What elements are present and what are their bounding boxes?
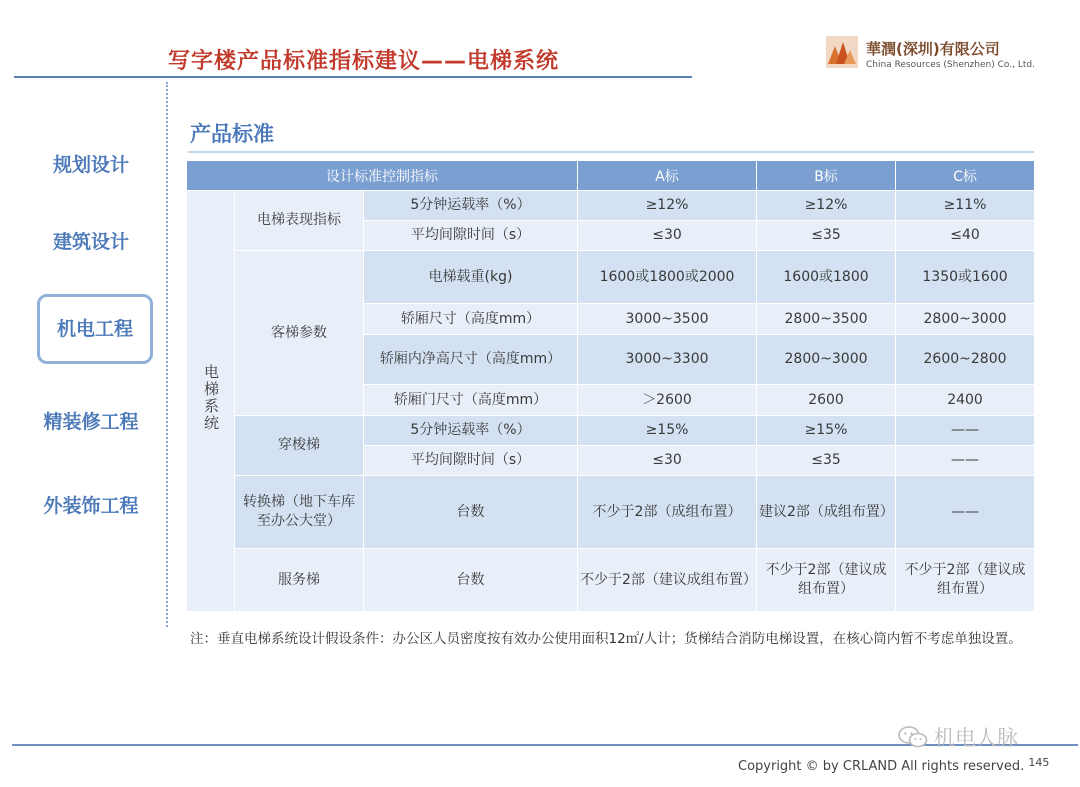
table-row [187,476,1035,549]
grade-b-cell: ≤35 [757,446,896,476]
item-cell: 轿厢尺寸（高度mm） [364,304,578,335]
sidebar-item-mep[interactable]: 机电工程 [37,294,153,364]
table-row [187,549,1035,612]
grade-c-cell: 2800~3000 [896,304,1035,335]
title-divider [14,76,692,78]
logo-company-name-en: China Resources (Shenzhen) Co., Ltd. [866,60,1035,70]
grade-a-cell: ＞2600 [578,385,757,416]
grade-a-cell: 1600或1800或2000 [578,251,757,304]
item-cell: 平均间隙时间（s） [364,221,578,251]
group-label: 穿梭梯 [235,416,364,476]
header-grade-c: C标 [896,161,1035,191]
item-cell: 平均间隙时间（s） [364,446,578,476]
group-label: 转换梯（地下车库至办公大堂） [235,476,364,549]
grade-a-cell: ≥15% [578,416,757,446]
item-cell: 台数 [364,549,578,612]
watermark-text: 机电人脉 [934,726,1018,750]
section-divider [188,151,1034,153]
company-logo [826,34,1040,78]
item-cell: 5分钟运载率（%） [364,416,578,446]
grade-b-cell: ≥12% [757,191,896,221]
grade-b-cell: 不少于2部（建议成组布置） [757,549,896,612]
grade-a-cell: 不少于2部（成组布置） [578,476,757,549]
grade-a-cell: 3000~3500 [578,304,757,335]
copyright [738,756,1049,774]
system-label: 电梯系统 [202,364,220,432]
grade-c-cell: 2600~2800 [896,335,1035,385]
item-cell: 5分钟运载率（%） [364,191,578,221]
item-cell: 电梯载重(kg) [364,251,578,304]
table-header-row [187,161,1035,191]
grade-b-cell: 2800~3500 [757,304,896,335]
grade-b-cell: ≤35 [757,221,896,251]
cr-logo-icon [826,36,858,68]
table-row [187,191,1035,221]
grade-c-cell: 1350或1600 [896,251,1035,304]
table-row [187,251,1035,304]
grade-c-cell: —— [896,416,1035,446]
grade-b-cell: 2800~3000 [757,335,896,385]
grade-c-cell: 不少于2部（建议成组布置） [896,549,1035,612]
item-cell: 台数 [364,476,578,549]
grade-c-cell: —— [896,476,1035,549]
header-indicator: 设计标准控制指标 [187,161,578,191]
footnote: 注：垂直电梯系统设计假设条件：办公区人员密度按有效办公使用面积12㎡/人计；货梯结合消防电梯设置，在核心筒内暂不考虑单独设置。 [190,631,1022,647]
grade-a-cell: ≥12% [578,191,757,221]
logo-company-name-cn: 華潤(深圳)有限公司 [866,40,1000,58]
page-number: 145 [1028,756,1050,769]
grade-a-cell: 3000~3300 [578,335,757,385]
item-cell: 轿厢门尺寸（高度mm） [364,385,578,416]
grade-c-cell: —— [896,446,1035,476]
sidebar-divider [166,82,168,627]
grade-b-cell: 1600或1800 [757,251,896,304]
grade-c-cell: ≥11% [896,191,1035,221]
grade-b-cell: 2600 [757,385,896,416]
system-label-cell [187,191,235,612]
table-row [187,416,1035,446]
grade-c-cell: 2400 [896,385,1035,416]
group-label: 电梯表现指标 [235,191,364,251]
sidebar-item-planning[interactable]: 规划设计 [52,154,129,176]
watermark [898,722,1018,752]
grade-b-cell: 建议2部（成组布置） [757,476,896,549]
grade-a-cell: ≤30 [578,221,757,251]
item-cell: 轿厢内净高尺寸（高度mm） [364,335,578,385]
wechat-icon [898,726,928,748]
grade-c-cell: ≤40 [896,221,1035,251]
sidebar-item-facade[interactable]: 外装饰工程 [43,495,139,517]
grade-b-cell: ≥15% [757,416,896,446]
header-grade-b: B标 [757,161,896,191]
header-grade-a: A标 [578,161,757,191]
page-title: 写字楼产品标准指标建议——电梯系统 [168,49,560,74]
sidebar-item-interior[interactable]: 精装修工程 [43,411,139,433]
group-label: 客梯参数 [235,251,364,416]
elevator-spec-table [186,160,1035,612]
grade-a-cell: ≤30 [578,446,757,476]
group-label: 服务梯 [235,549,364,612]
grade-a-cell: 不少于2部（建议成组布置） [578,549,757,612]
section-title: 产品标准 [190,122,274,146]
copyright-text: Copyright © by CRLAND All rights reserved. [738,759,1025,774]
sidebar-item-architecture[interactable]: 建筑设计 [52,231,129,253]
